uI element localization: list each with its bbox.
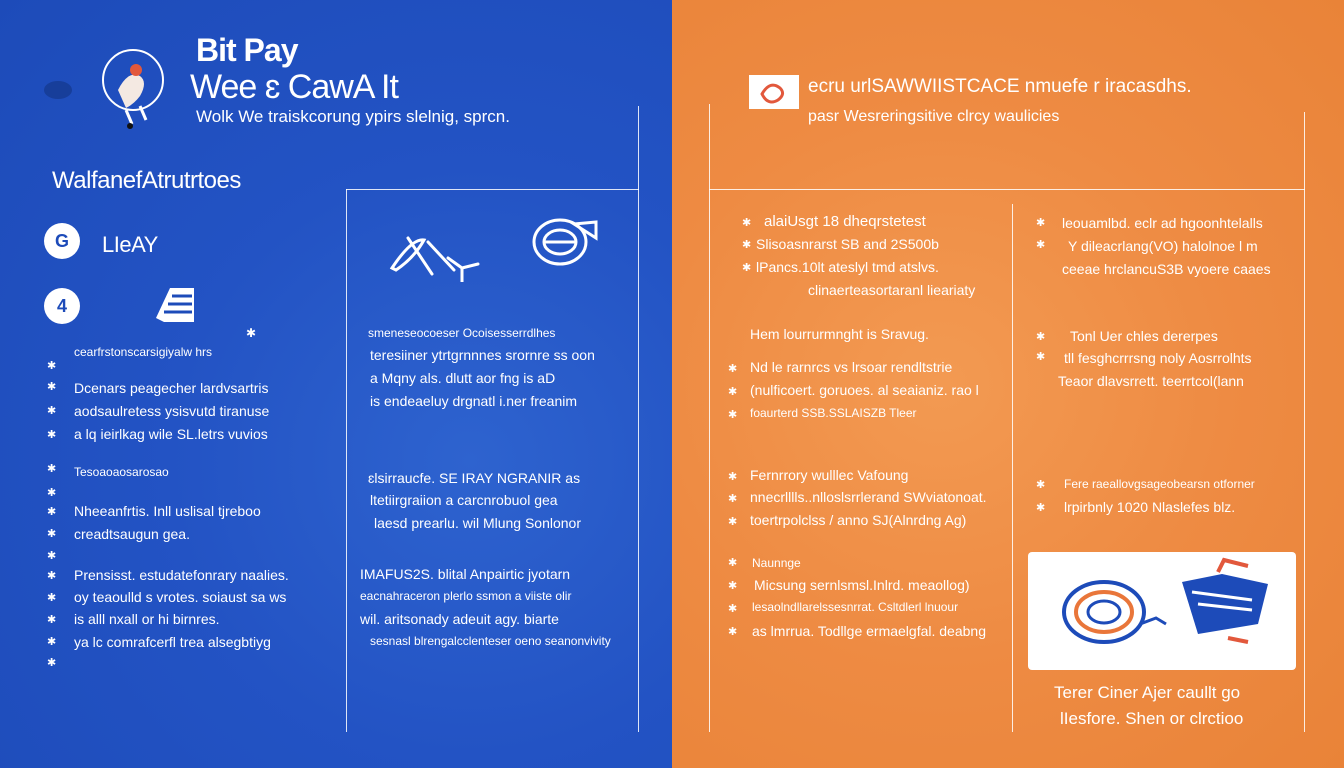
bullet-icon: ✱ bbox=[728, 557, 738, 569]
step-badge: G bbox=[44, 223, 80, 259]
body-text: as lmrrua. Todllge ermaelgfal. deabng bbox=[752, 623, 986, 639]
body-text: Tonl Uer chles dererpes bbox=[1070, 328, 1218, 344]
body-text: toertrpolclss / anno SJ(Alnrdng Ag) bbox=[750, 512, 967, 528]
body-text: wil. aritsonady adeuit agy. biarte bbox=[360, 611, 559, 627]
body-text: Dcenars peagecher lardvsartris bbox=[74, 380, 269, 396]
rocket-icon bbox=[388, 228, 484, 282]
map-ship-icon bbox=[1028, 552, 1296, 670]
body-text: ltetiirgraiion a carcnrobuol gea bbox=[370, 492, 558, 508]
brand-title: Bit Pay bbox=[196, 32, 298, 68]
bullet-icon: ✱ bbox=[1036, 502, 1046, 514]
body-text: a lq ieirlkag wile SL.letrs vuvios bbox=[74, 426, 268, 442]
bullet-icon: ✱ bbox=[728, 493, 738, 505]
body-text: tll fesghcrrrsng noly Aosrrolhts bbox=[1064, 350, 1252, 366]
bullet-icon: ✱ bbox=[47, 528, 57, 540]
body-text: a Mqny als. dlutt aor fng is aD bbox=[370, 370, 556, 386]
body-text: alaiUsgt 18 dheqrstetest bbox=[764, 213, 926, 230]
bird-mascot-icon bbox=[38, 40, 168, 130]
body-text: Fere raeallovgsageobearsn otforner bbox=[1064, 477, 1255, 491]
divider bbox=[346, 189, 639, 190]
body-text: aodsaulretess ysisvutd tiranuse bbox=[74, 403, 270, 419]
body-text: clinaerteasortaranl lieariaty bbox=[808, 282, 976, 298]
divider bbox=[1012, 204, 1013, 732]
body-text: lrpirbnly 1020 Nlaslefes blz. bbox=[1064, 499, 1236, 515]
bullet-icon: ✱ bbox=[47, 592, 57, 604]
section-title: WalfanefAtrutrtoes bbox=[52, 167, 241, 194]
body-text: creadtsaugun gea. bbox=[74, 526, 190, 542]
body-text: eacnahraceron plerlo ssmon a viiste olir bbox=[360, 589, 572, 603]
body-text: Nheeanfrtis. Inll uslisal tjreboo bbox=[74, 503, 261, 519]
bullet-icon: ✱ bbox=[47, 405, 57, 417]
logo-badge-icon bbox=[748, 74, 800, 110]
body-text: lPancs.10lt ateslyl tmd atslvs. bbox=[756, 259, 939, 275]
bullet-icon: ✱ bbox=[728, 409, 738, 421]
card-caption: Terer Ciner Ajer caullt go bbox=[1054, 683, 1241, 702]
bullet-icon: ✱ bbox=[47, 614, 57, 626]
header-subtitle: pasr Wesreringsitive clrcy waulicies bbox=[808, 108, 1060, 125]
body-text: (nulficoert. goruoes. al seaianiz. rao l bbox=[750, 382, 979, 398]
divider bbox=[346, 189, 347, 732]
divider bbox=[638, 106, 639, 732]
brand-subtitle: Wee ɛ CawA It bbox=[190, 68, 398, 106]
body-text: ceeae hrclancuS3B vyoere caaes bbox=[1062, 261, 1271, 277]
body-text: leouamlbd. eclr ad hgoonhtelalls bbox=[1062, 215, 1263, 231]
divider bbox=[709, 189, 1305, 190]
step-badge: 4 bbox=[44, 288, 80, 324]
body-text: smeneseocoeser Ocoisesserrdlhes bbox=[368, 326, 556, 340]
block-heading: Naunnge bbox=[752, 556, 801, 570]
body-text: is alll nxall or hi birnres. bbox=[74, 611, 220, 627]
bullet-icon: ✱ bbox=[47, 636, 57, 648]
globe-icon bbox=[530, 214, 602, 270]
star-icon: ✱ bbox=[246, 326, 257, 340]
divider bbox=[709, 104, 710, 732]
body-text: Fernrrory wulllec Vafoung bbox=[750, 467, 909, 483]
bullet-icon: ✱ bbox=[1036, 331, 1046, 343]
bullet-icon: ✱ bbox=[47, 570, 57, 582]
card-caption: lIesfore. Shen or clrctioo bbox=[1060, 709, 1244, 728]
bullet-icon: ✱ bbox=[742, 262, 752, 274]
body-text: foaurterd SSB.SSLAISZB Tleer bbox=[750, 406, 917, 420]
body-text: IMAFUS2S. blital Anpairtic jyotarn bbox=[360, 566, 571, 582]
block-heading: Hem lourrurmnght is Sravug. bbox=[750, 326, 929, 342]
bullet-icon: ✱ bbox=[47, 381, 57, 393]
body-text: teresiiner ytrtgrnnnes srornre ss oon bbox=[370, 347, 595, 363]
bullet-icon: ✱ bbox=[728, 363, 738, 375]
bullet-icon: ✱ bbox=[742, 239, 752, 251]
divider bbox=[1304, 112, 1305, 732]
column-heading: cearfrstonscarsigiyalw hrs bbox=[74, 345, 213, 359]
bullet-icon: ✱ bbox=[728, 471, 738, 483]
tagline: Wolk We traiskcorung ypirs slelnig, sprcn. bbox=[196, 107, 510, 126]
body-text: Nd le rarnrcs vs lrsoar rendltstrie bbox=[750, 359, 953, 375]
bullet-icon: ✱ bbox=[47, 429, 57, 441]
body-text: sesnasl blrengalcclenteser oeno seanonvivity bbox=[370, 634, 611, 648]
body-text: laesd prearlu. wil Mlung Sonlonor bbox=[374, 515, 581, 531]
bullet-icon: ✱ bbox=[47, 550, 57, 562]
bullet-icon: ✱ bbox=[47, 487, 57, 499]
bullet-icon: ✱ bbox=[728, 386, 738, 398]
illustration-card bbox=[1028, 552, 1296, 670]
bullet-icon: ✱ bbox=[1036, 217, 1046, 229]
bullet-icon: ✱ bbox=[1036, 479, 1046, 491]
body-text: Y dileacrlang(VO) halolnoe l m bbox=[1068, 238, 1258, 254]
body-text: nnecrlllls..nlloslsrrlerand SWviatonoat. bbox=[750, 489, 987, 505]
body-text: lesaolndllarelssesnrrat. Csltdlerl lnuour bbox=[752, 600, 959, 614]
bullet-icon: ✱ bbox=[742, 217, 752, 229]
bullet-icon: ✱ bbox=[1036, 351, 1046, 363]
step-label: LIeAY bbox=[102, 232, 158, 257]
body-text: Slisoasnrarst SB and 2S500b bbox=[756, 236, 939, 252]
bullet-icon: ✱ bbox=[47, 360, 57, 372]
body-text: Teaor dlavsrrett. teerrtcol(lann bbox=[1058, 373, 1244, 389]
bullet-icon: ✱ bbox=[728, 603, 738, 615]
body-text: ɛlsirraucfe. SE IRAY NGRANIR as bbox=[368, 470, 581, 486]
note-text: Tesoaoaosarosao bbox=[74, 465, 169, 479]
bullet-icon: ✱ bbox=[728, 580, 738, 592]
body-text: is endeaeluy drgnatl i.ner freanim bbox=[370, 393, 578, 409]
bullet-icon: ✱ bbox=[728, 516, 738, 528]
bullet-icon: ✱ bbox=[47, 506, 57, 518]
right-panel bbox=[672, 0, 1344, 768]
body-text: oy teaoulld s vrotes. soiaust sa ws bbox=[74, 589, 287, 605]
body-text: ya lc comrafcerfl trea alsegbtiyg bbox=[74, 634, 271, 650]
bullet-icon: ✱ bbox=[47, 463, 57, 475]
bullet-icon: ✱ bbox=[47, 657, 57, 669]
body-text: Micsung sernlsmsl.Inlrd. meaollog) bbox=[754, 577, 970, 593]
bullet-icon: ✱ bbox=[1036, 239, 1046, 251]
ship-icon bbox=[154, 284, 202, 328]
bullet-icon: ✱ bbox=[728, 626, 738, 638]
body-text: Prensisst. estudatefonrary naalies. bbox=[74, 567, 289, 583]
header-title: ecru urlSAWWIISTCACE nmuefe r iracasdhs. bbox=[808, 76, 1192, 97]
